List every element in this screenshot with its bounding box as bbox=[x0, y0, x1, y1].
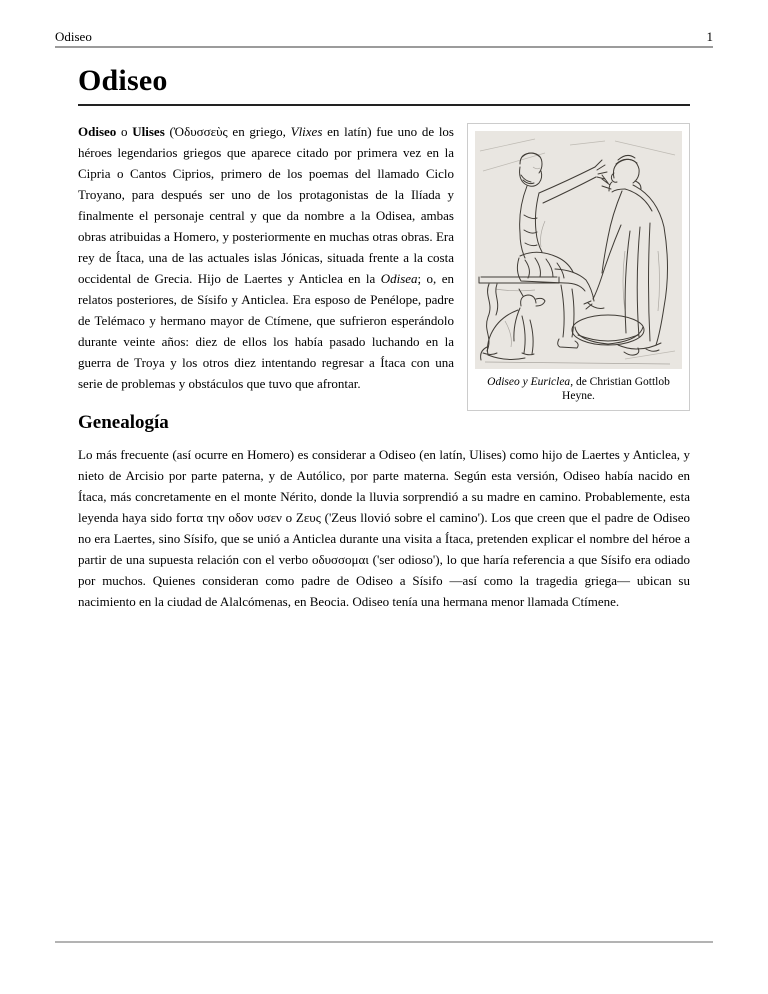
section-heading-genealogia: Genealogía bbox=[78, 412, 169, 433]
header-page-number: 1 bbox=[706, 29, 713, 44]
genealogia-paragraph: Lo más frecuente (así ocurre en Homero) es considerar a Odiseo (en latín, Ulises) como hijo de Laertes y Anticlea, y nieto de Arcisio por parte paterna, y de Autólico, por parte materna. Según esta versión, Odiseo había nacido en Ítaca, más concretamente en el monte Nérito, donde la lluvia sorprendió a su madre en camino. Probablemente, esta leyenda haya sido forτα την οδον υσεν ο Ζευς ('Zeus llovió sobre el camino'). Los que creen que el padre de Odiseo no era Laertes, sino Sísifo, que se unió a Anticlea durante una visita a Ítaca, pretenden explicar el nombre del héroe a partir de una supuesta relación con el verbo οδυσσομαι ('ser odioso'), lo que haría referencia a que Sísifo era odiado por muchos. Quienes consideran como padre de Odiseo a Sísifo —así como la tragedia griega— ubican su nacimiento en la ciudad de Alalcómenas, en Beocia. Odiseo tenía una hermana menor llamada Ctímene. bbox=[78, 447, 690, 609]
engraving-odysseus-eurycleia-drawing bbox=[475, 131, 682, 369]
figure-box bbox=[467, 123, 690, 411]
header-rule bbox=[55, 46, 713, 48]
intro-paragraph: Odiseo o Ulises (Ὀδυσσεὺς en griego, Vlixes en latín) fue uno de los héroes legendarios griegos que aparece citado por primera vez en la Cipria o Cantos Ciprios, primero de los poemas del llamado Ciclo Troyano, para después ser uno de los protagonistas de la Ilíada y finalmente el personaje central y que da nombre a la Odisea, ambas obras atribuidas a Homero, y posteriormente en muchas otras obras. Era rey de Ítaca, una de las actuales islas Jónicas, situada frente a la costa occidental de Grecia. Hijo de Laertes y Anticlea en la Odisea; o, en relatos posteriores, de Sísifo y Anticlea. Era esposo de Penélope, padre de Telémaco y hermano mayor de Ctímene, que sufrieron esperándolo durante veinte años: diez de ellos los había pasado luchando en la guerra de Troya y los otros diez intentando regresar a Ítaca con una serie de problemas y obstáculos que tuvo que afrontar. bbox=[78, 124, 454, 391]
header-document-title: Odiseo bbox=[55, 29, 92, 44]
figure-caption: Odiseo y Euriclea, de Christian Gottlob Heyne. bbox=[487, 376, 670, 402]
page-header bbox=[55, 29, 713, 44]
article-content bbox=[78, 64, 690, 612]
title-rule bbox=[78, 104, 690, 106]
article-title: Odiseo bbox=[78, 64, 168, 97]
figure-image bbox=[475, 131, 682, 369]
article-body bbox=[78, 121, 690, 612]
footer-rule bbox=[55, 941, 713, 943]
